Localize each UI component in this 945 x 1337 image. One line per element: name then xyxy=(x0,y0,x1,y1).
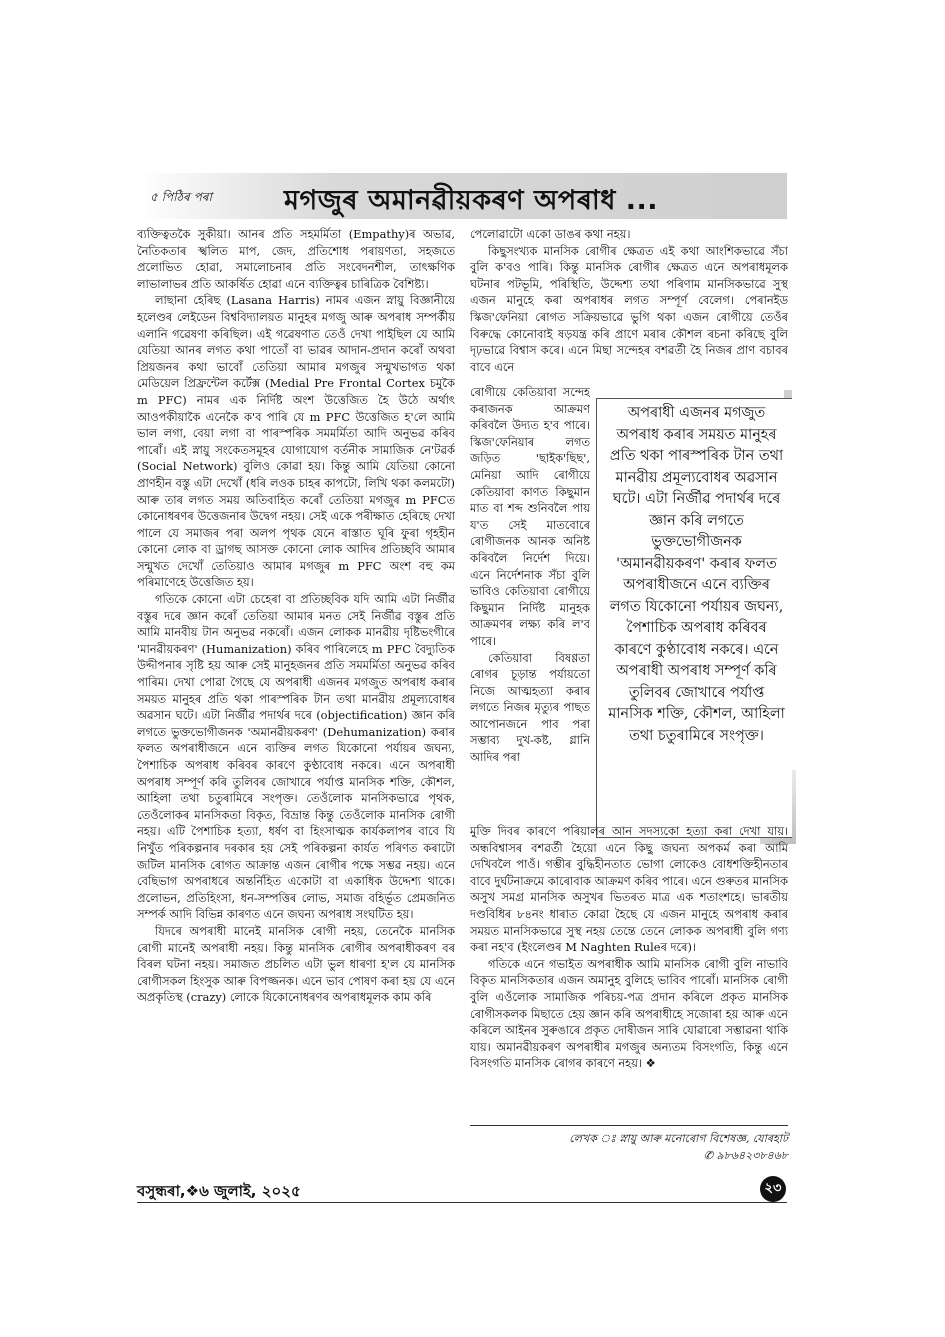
author-phone: ✆ ৯৮৬৪২৩৮৪৬৮ xyxy=(703,1149,788,1162)
right-column-top xyxy=(470,226,788,386)
paragraph: গতিকে কোনো এটা চেহেৰা বা প্ৰতিচ্ছবিক যদি আমি এটা নিৰ্জীৱ বস্তুৰ দৰে জ্ঞান কৰোঁ তেতিয়া আমাৰ মনত সেই নিৰ্জীৱ বস্তুৰ প্ৰতি আমি মানবীয় টান অনুভৱ নকৰোঁ। এজন লোকক মানৱীয় দৃষ্টিভংগীৰে 'মানৱীয়কৰণ' (Humanization) কৰিব পাৰিলেহে m PFC বৈদ্যুতিক উদ্দীপনাৰ সৃষ্টি হয় আৰু সেই মানুহজনৰ প্ৰতি সমমৰ্মিতা অনুভৱ কৰিব পাৰিম। দেখা পোৱা গৈছে যে অপৰাধী এজনৰ মগজুত অপৰাধ কৰাৰ সময়ত মানুহৰ প্ৰতি থকা পাৰস্পৰিক টান তথা মানৱীয় প্ৰমূল্যবোধৰ অৱসান ঘটে। এটা নিৰ্জীৱ পদাৰ্থৰ দৰে (objectification) জ্ঞান কৰি লগতে ভুক্তভোগীজনক 'অমানৱীয়কৰণ' (Dehumanization) কৰাৰ ফলত অপৰাধীজনে এনে ব্যক্তিৰ লগত যিকোনো পৰ্যায়ৰ জঘন্য, পৈশাচিক অপৰাধ কৰিবৰ কাৰণে কুণ্ঠাবোধ নকৰে। এনে অপৰাধী অপৰাধ সম্পূৰ্ণ কৰি তুলিবৰ জোখাৰে পৰ্যাপ্ত মানসিক শক্তি, কৌশল, আহিলা তথা চতুৰামিৰে সংপৃক্ত। তেওঁলোক মানসিকভাৱে পৃথক, তেওঁলোকৰ মানসিকতা বিকৃত, বিভ্ৰান্ত কিন্তু তেওঁলোক মানসিক ৰোগী নহয়। এটি পৈশাচিক হত্যা, ধৰ্ষণ বা হিংসাত্মক কাৰ্যকলাপৰ বাবে যি নিখুঁত পৰিকল্পনাৰ দৰকাৰ হয় সেই পৰিকল্পনা কাৰ্যত পৰিণত কৰাটো জটিল মানসিক ৰোগত আক্ৰান্ত এজন ৰোগীৰ পক্ষে সম্ভৱ নহয়। এনে বেছিভাগ অপৰাধৰে অন্তৰ্নিহিত একোটা বা একাধিক উদ্দেশ্য থাকে। প্ৰলোভন, প্ৰতিহিংসা, ধন-সম্পত্তিৰ লোভ, সমাজ বহিৰ্ভূত প্ৰেমজনিত সম্পৰ্ক আদি বিভিন্ন কাৰণত এনে জঘন্য অপৰাধ সংঘটিত হয়। xyxy=(137,592,455,922)
paragraph: পেলোৱাটো একো ডাঙৰ কথা নহয়। xyxy=(470,227,631,241)
footer-divider xyxy=(137,1202,787,1203)
paragraph: যিদৰে অপৰাধী মানেই মানসিক ৰোগী নহয়, তেনেকৈ মানসিক ৰোগী মানেই অপৰাধী নহয়। কিন্তু মানসিক ৰোগীৰ অপৰাধীকৰণ বৰ বিৰল ঘটনা নহয়। সমাজত প্ৰচলিত এটা ভুল ধাৰণা হ'ল যে মানসিক ৰোগীসকল হিংসুক আৰু বিপজ্জনক। এনে ভাব পোষণ কৰা হয় যে এনে অপ্ৰকৃতিস্থ (crazy) লোকে যিকোনোধৰণৰ অপৰাধমূলক কাম কৰি xyxy=(137,923,455,1005)
paragraph: কিছুসংখ্যক মানসিক ৰোগীৰ ক্ষেত্ৰত এই কথা আংশিকভাৱে সঁচা বুলি ক'বও পাৰি। কিন্তু মানসিক ৰোগীৰ ক্ষেত্ৰত এনে অপৰাধমূলক ঘটনাৰ পটভূমি, পৰিস্থিতি, উদ্দেশ্য তথা পৰিণাম মানসিকভাৱে সুস্থ এজন মানুহে কৰা অপৰাধৰ লগত সম্পূৰ্ণ বেলেগ। পেৰানইড স্কিজ'ফেনিয়া ৰোগত সক্ৰিয়ভাৱে ভুগি থকা এজন ৰোগীয়ে তেওঁৰ বিৰুদ্ধে কোনোবাই ষড়যন্ত্ৰ কৰি প্ৰাণে মৰাৰ কৌশল ৰচনা কৰিছে বুলি দৃঢ়ভাৱে বিশ্বাস কৰে। এনে মিছা সন্দেহৰ বশৱৰ্তী হৈ নিজৰ প্ৰাণ বচাবৰ বাবে এনে xyxy=(470,243,788,374)
right-column-narrow xyxy=(470,384,590,824)
paragraph: গতিকে এনে গভাইত অপৰাধীক আমি মানসিক ৰোগী বুলি নাভাবি বিকৃত মানসিকতাৰ এজন অমানুহ বুলিহে ভাবিব পাৰোঁ। মানসিক ৰোগী বুলি এওঁলোক সামাজিক পৰিচয়-পত্ৰ প্ৰদান কৰিলে প্ৰকৃত মানসিক ৰোগীসকলক মিছাতে হেয় জ্ঞান কৰি অপৰাধীহে সজোৰা হয় আৰু এনে কৰিলে আইনৰ সুৰুঙাৰে প্ৰকৃত দোষীজন সাৰি যোৱাৰো সম্ভাৱনা থাকি যায়। অমানৱীয়কৰণ অপৰাধীৰ মগজুৰ অন্যতম বিসংগতি, কিন্তু এনে বিসংগতি মানসিক ৰোগৰ কাৰণে নহয়। ❖ xyxy=(470,956,788,1071)
article-headline: মগজুৰ অমানৱীয়কৰণ অপৰাধ ... xyxy=(284,185,659,216)
paragraph: ব্যক্তিত্বতকৈ সুকীয়া। আনৰ প্ৰতি সহমৰ্মিতা (Empathy)ৰ অভাৱ, নৈতিকতাৰ স্খলিত মাপ, জেদ, প্ৰতিশোধ পৰায়ণতা, সহজতে প্ৰলোভিত হোৱা, সমালোচনাৰ প্ৰতি সংবেদনশীল, তাৎক্ষণিক লাভালাভৰ প্ৰতি আকৰ্ষিত হোৱা এনে ব্যক্তিত্বৰ চাৰিত্ৰিক বৈশিষ্ট্য। xyxy=(137,227,455,291)
continued-from-label: ৫ পিঠিৰ পৰা xyxy=(150,190,212,204)
page-number-badge: ২৩ xyxy=(760,1176,786,1202)
publication-footer: বসুন্ধৰা,❖৬ জুলাই, ২০২৫ xyxy=(137,1182,301,1200)
paragraph: ৰোগীয়ে কেতিয়াবা সন্দেহ কৰাজনক আক্ৰমণ কৰিবলৈ উদ্যত হ'ব পাৰে। স্কিজ'ফেনিয়াৰ লগত জড়িত 'ছাইক'ছিছ', মেনিয়া আদি ৰোগীয়ে কেতিয়াবা কাণত কিছুমান মাত বা শব্দ শুনিবলৈ পায় য'ত সেই মাতবোৰে ৰোগীজনক আনক অনিষ্ট কৰিবলৈ নিৰ্দেশ দিয়ে। এনে নিৰ্দেশনাক সঁচা বুলি ভাবিও কেতিয়াবা ৰোগীয়ে কিছুমান নিৰ্দিষ্ট মানুহক আক্ৰমণৰ লক্ষ্য কৰি ল'ব পাৰে। xyxy=(470,385,590,648)
paragraph: মুক্তি দিবৰ কাৰণে পৰিয়ালৰ আন সদস্যকো হত্যা কৰা দেখা যায়। অন্ধবিশ্বাসৰ বশৱৰ্তী হৈয়ো এনে কিছু জঘন্য অপকৰ্ম কৰা আমি দেখিবলৈ পাওঁ। গম্ভীৰ বুদ্ধিহীনতাত ভোগা লোকেও বোধশক্তিহীনতাৰ বাবে দুৰ্ঘটনাক্ৰমে কাৰোবাক আক্ৰমণ কৰিব পাৰে। এনে গুৰুতৰ মানসিক অসুখ সমগ্ৰ মানসিক অসুখৰ ভিতৰত মাত্ৰ এক শতাংশহে। ভাৰতীয় দণ্ডবিধিৰ ৮৪নং ধাৰাত কোৱা হৈছে যে এজন মানুহে অপৰাধ কৰাৰ সময়ত মানসিকভাৱে সুস্থ নহয় তেন্তে তেনে লোকক অপৰাধী বুলি গণ্য কৰা নহ'ব (ইংলেণ্ডৰ M Naghten Ruleৰ দৰে)। xyxy=(470,824,788,955)
pull-quote: অপৰাধী এজনৰ মগজুত অপৰাধ কৰাৰ সময়ত মানুহৰ প্ৰতি থকা পাৰস্পৰিক টান তথা মানৱীয় প্ৰমূল্যবোধৰ অৱসান ঘটে। এটা নিৰ্জীৱ পদাৰ্থৰ দৰে জ্ঞান কৰি লগতে ভুক্তভোগীজনক 'অমানৱীয়কৰণ' কৰাৰ ফলত অপৰাধীজনে এনে ব্যক্তিৰ লগত যিকোনো পৰ্যায়ৰ জঘন্য, পৈশাচিক অপৰাধ কৰিবৰ কাৰণে কুণ্ঠাবোধ নকৰে। এনে অপৰাধী অপৰাধ সম্পূৰ্ণ কৰি তুলিবৰ জোখাৰে পৰ্যাপ্ত মানসিক শক্তি, কৌশল, আহিলা তথা চতুৰামিৰে সংপৃক্ত। xyxy=(596,398,792,838)
author-credit: লেখক ঃ স্নায়ু আৰু মনোৰোগ বিশেষজ্ঞ, যোৰহাট xyxy=(569,1132,788,1145)
paragraph: লাছানা হেৰিছ (Lasana Harris) নামৰ এজন স্নায়ু বিজ্ঞানীয়ে হলেণ্ডৰ লেইডেন বিশ্ববিদ্যালয়ত মানুহৰ মগজু আৰু অপৰাধ সম্পৰ্কীয় এলানি গৱেষণা কৰিছিল। এই গৱেষণাত তেওঁ দেখা পাইছিল যে আমি যেতিয়া আনৰ লগত কথা পাতোঁ বা ভাৱৰ আদান-প্ৰদান কৰোঁ অথবা প্ৰিয়জনৰ কথা ভাবোঁ তেতিয়া আমাৰ মগজুৰ সন্মুখভাগত থকা মেডিয়েল প্ৰিফ্ৰন্টেল কৰ্টেক্স (Medial Pre Frontal Cortex চমুকৈ m PFC) নামৰ এক নিৰ্দিষ্ট অংশ উত্তেজিত হৈ উঠে অৰ্থাৎ আওপকীয়াকৈ এনেকৈ ক'ব পাৰি যে m PFC উত্তেজিত হ'লে আমি ভাল লগা, বেয়া লগা বা পাৰস্পৰিক সমমৰ্মিতা আদি অনুভৱ কৰিব পাৰোঁ। এই স্নায়ু সংকেতসমূহৰ যোগাযোগ বৰ্তনীক সামাজিক নে'টৱৰ্ক (Social Network) বুলিও কোৱা হয়। কিন্তু আমি যেতিয়া কোনো প্ৰাণহীন বস্তু এটা দেখোঁ (ধৰি লওক চাহৰ কাপটো, লিখি থকা কলমটো) আৰু তাৰ লগত সময় অতিবাহিত কৰোঁ তেতিয়া মগজুৰ m PFCত কোনোধৰণৰ উত্তেজনাৰ উদ্বেগ নহয়। সেই একে পৰীক্ষাত হেৰিছে দেখা পালে যে সমাজৰ পৰা অলপ পৃথক যেনে ৰাস্তাত ঘূৰি ফুৰা গৃহহীন কোনো লোক বা ড্ৰাগছ আসক্ত কোনো লোক আদিৰ প্ৰতিচ্ছবি আমাৰ সন্মুখত দেখোঁ তেতিয়াও আমাৰ মগজুৰ m PFC অংশ বহু কম পৰিমাণেহে উত্তেজিত হয়। xyxy=(137,293,455,590)
right-column-bottom xyxy=(470,823,788,1123)
author-divider xyxy=(470,1125,788,1126)
left-column xyxy=(137,226,455,1166)
paragraph: কেতিয়াবা বিষণ্ণতা ৰোগৰ চূড়ান্ত পৰ্যায়তো নিজে আত্মহত্যা কৰাৰ লগতে নিজৰ মৃত্যুৰ পাছত আপোনজনে পাব পৰা সম্ভাব্য দুখ-কষ্ট, গ্লানি আদিৰ পৰা xyxy=(470,650,590,765)
